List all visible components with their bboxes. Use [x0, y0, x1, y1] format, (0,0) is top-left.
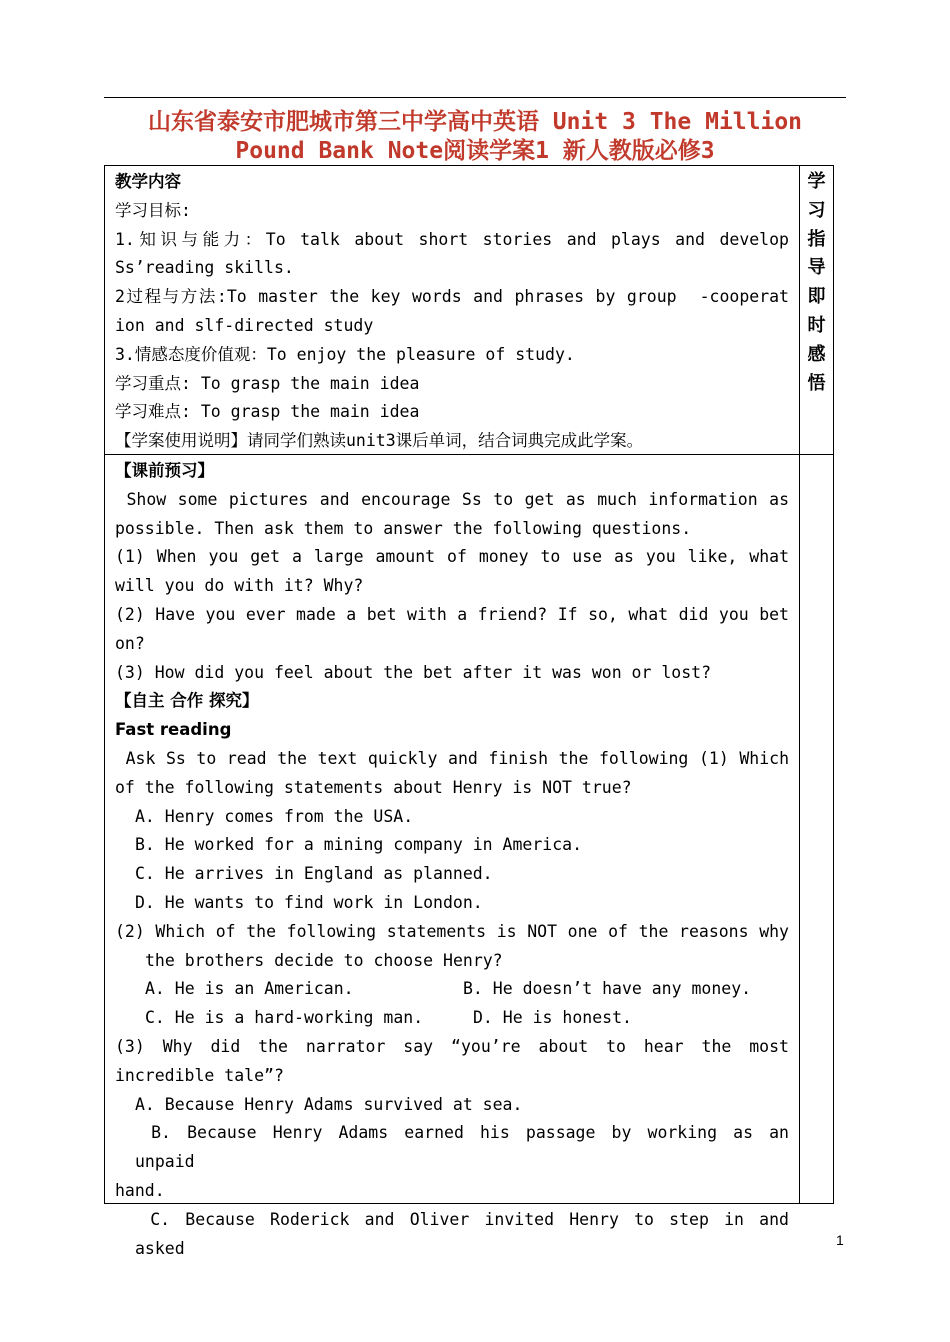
- guidance-column-empty: [800, 455, 833, 1203]
- page-number: 1: [836, 1232, 844, 1248]
- fast-q2-option-b: B. He doesn’t have any money.: [463, 979, 752, 999]
- table-row-exercises: [105, 455, 833, 1258]
- explore-heading: 【自主 合作 探究】: [115, 691, 259, 711]
- key-point: 学习重点: To grasp the main idea: [115, 373, 420, 393]
- difficult-point: 学习难点: To grasp the main idea: [115, 402, 420, 422]
- document-title: [104, 108, 846, 166]
- preview-q1-line-b: will you do with it? Why?: [115, 576, 364, 596]
- goal-2-line-a: 2过程与方法:To master the key words and phrases by group -cooperat: [115, 287, 789, 307]
- preview-heading: 【课前预习】: [115, 461, 214, 480]
- side-char: 学: [807, 171, 826, 192]
- fast-q2-line-b: the brothers decide to choose Henry?: [145, 950, 503, 970]
- title-line-2: Pound Bank Note阅读学案1 新人教版必修3: [235, 138, 715, 164]
- q1-option: D. He wants to find work in London.: [135, 892, 483, 912]
- study-plan-table: [104, 165, 834, 1258]
- exercises-cell: [105, 455, 800, 1258]
- title-line-1: 山东省泰安市肥城市第三中学高中英语 Unit 3 The Million: [147, 109, 803, 135]
- fast-q2-options-ab: [115, 975, 789, 1004]
- objectives-cell: [105, 166, 800, 454]
- side-char: 指: [807, 228, 826, 250]
- fast-q3-line-a: (3) Why did the narrator say “you’re about to hear the most: [115, 1036, 789, 1056]
- q1-option: A. Henry comes from the USA.: [135, 806, 414, 826]
- goal-2-line-b: ion and slf-directed study: [115, 315, 374, 335]
- goal-1-line-a: 1.知识与能力：To talk about short stories and plays and develop: [115, 229, 789, 249]
- preview-q2-line-b: on?: [115, 633, 145, 653]
- fast-q3-option-b-line-a: B. Because Henry Adams earned his passage by working as an unpaid: [135, 1123, 799, 1172]
- preview-q2-line-a: (2) Have you ever made a bet with a friend? If so, what did you bet: [115, 604, 789, 624]
- fast-q2-option-a: A. He is an American.: [145, 979, 354, 999]
- fast-q2-options-cd: [115, 1004, 789, 1033]
- intro-line-b: possible. Then ask them to answer the following questions.: [115, 518, 692, 538]
- intro-line-a: Show some pictures and encourage Ss to get as much information as: [115, 489, 789, 509]
- goal-1-line-b: Ss’reading skills.: [115, 258, 294, 278]
- q1-option: C. He arrives in England as planned.: [135, 864, 493, 884]
- side-char: 即: [807, 286, 826, 308]
- fast-q2-line-a: (2) Which of the following statements is NOT one of the reasons why: [115, 921, 789, 941]
- guidance-column-header: [800, 166, 833, 454]
- side-char: 感: [807, 343, 826, 365]
- goals-label: 学习目标:: [115, 200, 191, 220]
- q1-option: B. He worked for a mining company in America.: [135, 835, 583, 855]
- fast-reading-label: Fast reading: [115, 720, 232, 740]
- fast-q3-option-a: A. Because Henry Adams survived at sea.: [135, 1094, 523, 1114]
- fast-q2-option-d: D. He is honest.: [473, 1008, 632, 1028]
- usage-instruction: 【学案使用说明】请同学们熟读unit3课后单词，结合词典完成此学案。: [115, 431, 644, 451]
- teaching-content-heading: 教学内容: [115, 172, 181, 191]
- side-char: 悟: [807, 372, 826, 394]
- fast-q2-option-c: C. He is a hard-working man.: [145, 1008, 424, 1028]
- fast-q3-line-b: incredible tale”?: [115, 1065, 284, 1085]
- goal-3: 3.情感态度价值观：To enjoy the pleasure of study.: [115, 344, 575, 364]
- preview-q1-line-a: (1) When you get a large amount of money to use as you like, what: [115, 547, 789, 567]
- side-char: 导: [807, 257, 826, 279]
- table-row-objectives: [105, 166, 833, 455]
- task-line-a: Ask Ss to read the text quickly and finish the following (1) Which: [115, 748, 790, 768]
- side-char: 时: [807, 314, 826, 336]
- preview-q3: (3) How did you feel about the bet after it was won or lost?: [115, 662, 712, 682]
- fast-q3-option-b-line-b: hand.: [115, 1180, 165, 1200]
- side-char: 习: [807, 199, 826, 221]
- task-line-b: of the following statements about Henry is NOT true?: [115, 777, 632, 797]
- header-rule: [104, 97, 846, 98]
- fast-q3-option-c: C. Because Roderick and Oliver invited Henry to step in and asked: [135, 1209, 799, 1258]
